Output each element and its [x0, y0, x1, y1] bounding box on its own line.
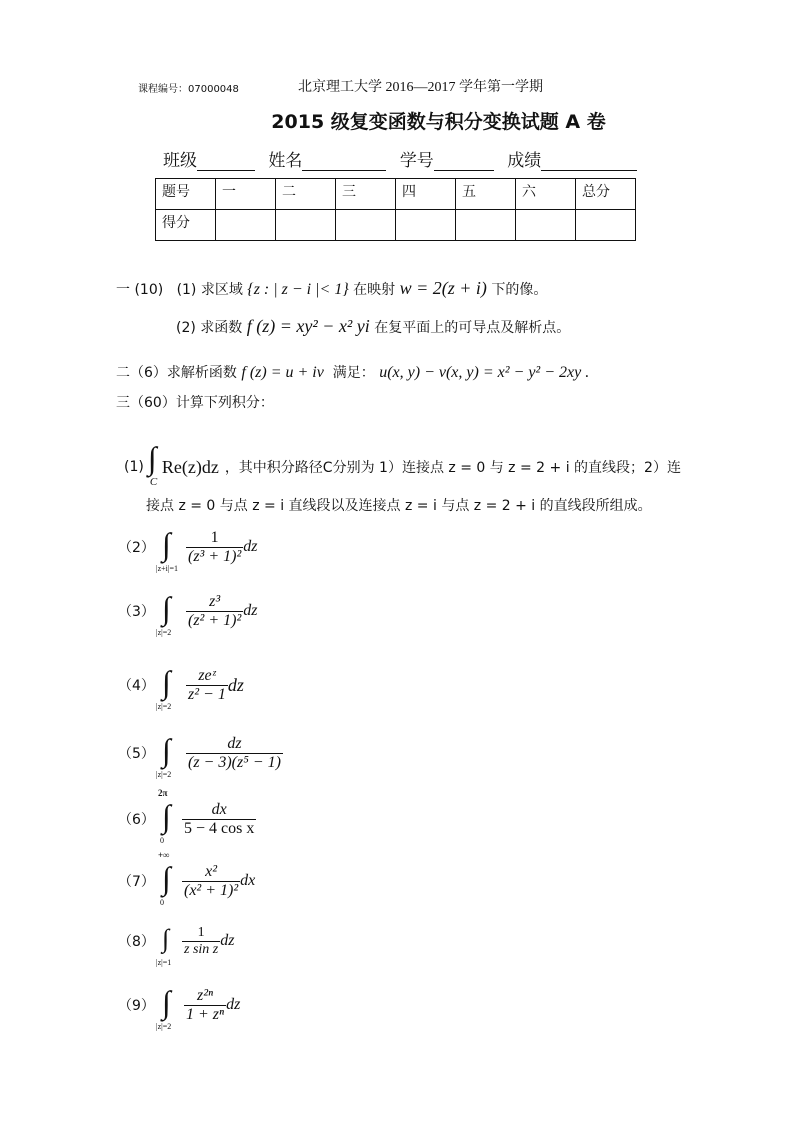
integral-8-lower: |z|=1 [156, 958, 172, 967]
integral-2-label: （2） [118, 540, 155, 556]
integral-sign: ∫ |z|=2 [156, 664, 172, 711]
integral-sign: ∫ |z|=2 [156, 984, 172, 1031]
id-blank[interactable] [434, 152, 494, 171]
integral-4-label: （4） [118, 678, 155, 694]
score-label: 成绩 [507, 151, 542, 171]
integral-5-numerator: dz [227, 734, 242, 752]
integral-6-upper: 2π [158, 788, 168, 798]
q1-part1 [116, 278, 547, 299]
q2-cond: u(x, y) − v(x, y) = x² − y² − 2xy . [379, 364, 590, 381]
name-label: 姓名 [268, 151, 303, 171]
q1-p2-suffix: 在复平面上的可导点及解析点。 [374, 320, 571, 336]
score-table-header-row [156, 179, 636, 210]
integral-2 [118, 522, 258, 572]
integral-sign: +∞ ∫ 0 [158, 850, 171, 907]
integral-3 [118, 586, 258, 636]
score-cell[interactable] [396, 210, 456, 241]
integral-5-fraction [186, 735, 283, 772]
score-header-cell: 二 [276, 179, 336, 210]
integral-3-differential: dz [243, 602, 258, 619]
integral-5-denominator: (z − 3)(z⁵ − 1) [188, 753, 281, 771]
q2-mid: 满足： [332, 365, 375, 381]
integral-1-text: ，其中积分路径C分别为 1）连接点 z = 0 与 z = 2 + i 的直线段；2）连 [224, 460, 681, 476]
integral-6 [118, 788, 256, 845]
score-header-cell: 题号 [156, 179, 216, 210]
score-header-cell: 四 [396, 179, 456, 210]
integral-sign: 2π ∫ 0 [158, 788, 171, 845]
integral-2-differential: dz [243, 538, 258, 555]
integral-6-label: （6） [118, 812, 155, 828]
score-row-label: 得分 [156, 210, 216, 241]
score-header-cell: 六 [516, 179, 576, 210]
integral-2-numerator: 1 [210, 528, 219, 546]
integral-1-integrand: Re(z)dz [161, 456, 219, 477]
integral-2-denominator: (z³ + 1)² [188, 547, 242, 565]
score-blank[interactable] [541, 152, 637, 171]
q2 [116, 362, 589, 382]
integral-sign: ∫ |z|=1 [156, 924, 172, 967]
integral-1-text-cont: 接点 z = 0 与点 z = i 直线段以及连接点 z = i 与点 z = 2 + i 的直线段所组成。 [146, 498, 652, 514]
semester: 北京理工大学 2016—2017 学年第一学期 [298, 80, 543, 95]
integral-4 [118, 660, 244, 710]
integral-3-denominator: (z² + 1)² [188, 611, 242, 629]
score-header-cell: 一 [216, 179, 276, 210]
integral-9-differential: dz [226, 996, 241, 1013]
integral-4-differential: dz [227, 674, 244, 695]
integral-1 [124, 442, 681, 492]
score-table-score-row [156, 210, 636, 241]
course-code: 课程编号：07000048 [138, 84, 239, 95]
integral-7-fraction [182, 863, 240, 900]
integral-8-label: （8） [118, 934, 155, 950]
q2-func: f (z) = u + iv [241, 364, 324, 381]
score-header-cell: 三 [336, 179, 396, 210]
q1-head: 一 (10) [116, 282, 164, 298]
exam-title: 2015 级复变函数与积分变换试题 A 卷 [271, 111, 606, 133]
integral-5-label: （5） [118, 746, 155, 762]
score-cell[interactable] [456, 210, 516, 241]
integral-7-label: （7） [118, 874, 155, 890]
student-info-line [163, 146, 645, 171]
integral-3-fraction [186, 593, 243, 630]
score-cell[interactable] [276, 210, 336, 241]
q1-p1-set: {z : | z − i |< 1} [247, 281, 349, 298]
integral-7-upper: +∞ [158, 850, 170, 860]
integral-sign: ∫ |z+i|=1 [156, 526, 178, 573]
integral-5 [118, 728, 283, 778]
integral-4-numerator: zeᶻ [198, 666, 216, 684]
q1-p1-prefix: (1) 求区域 [176, 282, 243, 298]
integral-6-numerator: dx [211, 800, 227, 818]
integral-6-lower: 0 [160, 836, 164, 845]
integral-8 [118, 916, 234, 966]
q1-p2-func: f (z) = xy² − x² yi [246, 316, 370, 336]
score-header-cell: 总分 [576, 179, 636, 210]
integral-sign: ∫ |z|=2 [156, 590, 172, 637]
q2-prefix: 二（6）求解析函数 [116, 365, 237, 381]
integral-9-fraction [184, 987, 226, 1024]
integral-6-fraction [182, 801, 256, 838]
score-table [155, 178, 636, 241]
integral-1-label: (1) [124, 459, 144, 475]
integral-9-numerator: z²ⁿ [197, 986, 214, 1004]
score-cell[interactable] [216, 210, 276, 241]
integral-8-numerator: 1 [197, 924, 205, 940]
integral-2-lower: |z+i|=1 [156, 564, 178, 573]
integral-sign: ∫ C [147, 440, 158, 488]
score-header-cell: 五 [456, 179, 516, 210]
integral-4-denominator: z² − 1 [188, 685, 226, 703]
integral-9-label: （9） [118, 998, 155, 1014]
integral-9-denominator: 1 + zⁿ [186, 1005, 225, 1023]
integral-1-lower: C [149, 476, 158, 488]
integral-4-fraction [186, 667, 228, 704]
score-cell[interactable] [516, 210, 576, 241]
id-label: 学号 [399, 151, 434, 171]
score-cell[interactable] [576, 210, 636, 241]
integral-9-lower: |z|=2 [156, 1022, 172, 1031]
integral-8-fraction [182, 925, 220, 958]
q3-head: 三（60）计算下列积分： [116, 395, 274, 411]
name-blank[interactable] [302, 152, 386, 171]
integral-sign: ∫ |z|=2 [156, 732, 172, 779]
integral-6-denominator: 5 − 4 cos x [184, 819, 255, 837]
integral-3-numerator: z³ [209, 592, 221, 610]
class-blank[interactable] [197, 152, 255, 171]
integral-7-numerator: x² [205, 862, 218, 880]
integral-7-denominator: (x² + 1)² [184, 881, 239, 899]
q1-p1-suffix: 下的像。 [491, 282, 548, 298]
integral-9 [118, 980, 240, 1030]
integral-2-fraction [186, 529, 243, 566]
integral-7 [118, 850, 256, 907]
score-cell[interactable] [336, 210, 396, 241]
q1-p2-prefix: (2) 求函数 [176, 320, 243, 336]
integral-3-label: （3） [118, 604, 155, 620]
integral-8-differential: dz [220, 932, 235, 949]
q1-p1-mid: 在映射 [353, 282, 396, 298]
integral-5-lower: |z|=2 [156, 770, 172, 779]
integral-7-differential: dx [240, 872, 256, 889]
integral-4-lower: |z|=2 [156, 702, 172, 711]
integral-3-lower: |z|=2 [156, 628, 172, 637]
q1-p1-map: w = 2(z + i) [399, 278, 487, 298]
integral-7-lower: 0 [160, 898, 164, 907]
integral-8-denominator: z sin z [184, 941, 219, 957]
q1-part2 [176, 316, 570, 337]
class-label: 班级 [163, 151, 197, 171]
